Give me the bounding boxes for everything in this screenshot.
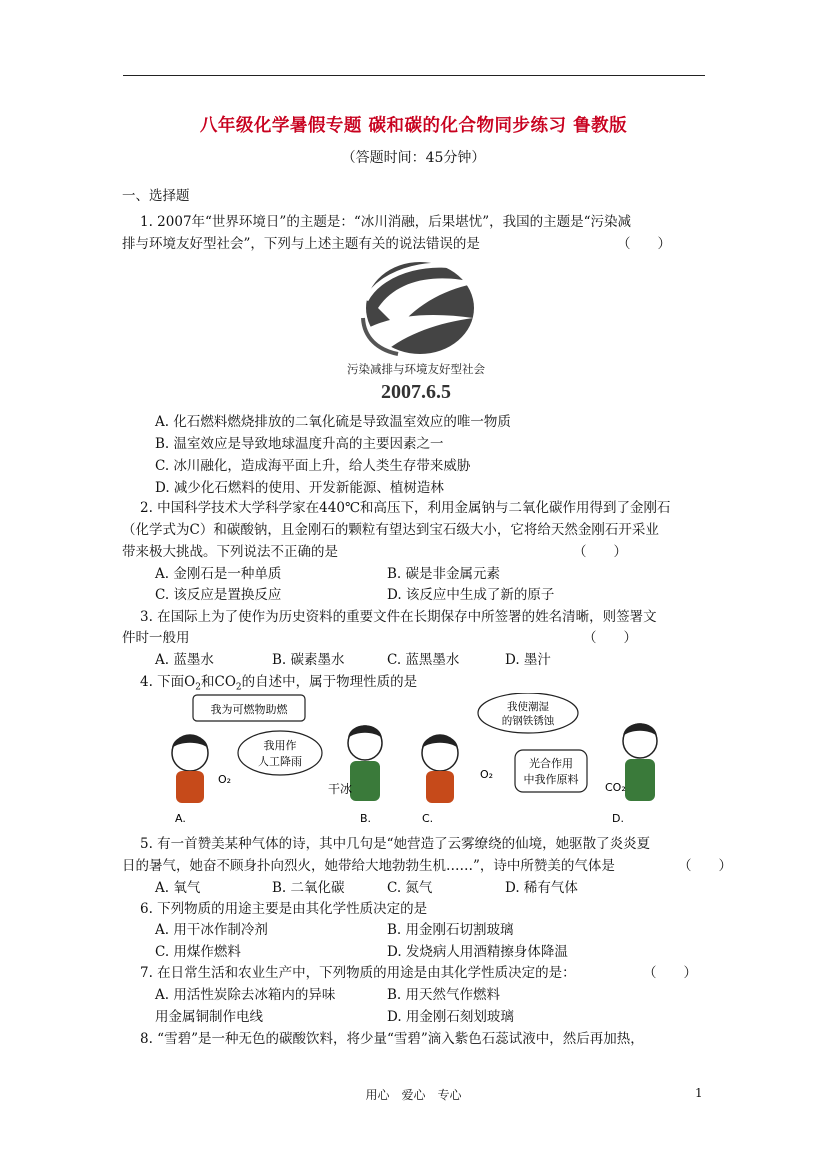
q2-option-a: A. 金刚石是一种单质 bbox=[155, 566, 282, 582]
q6-option-b: B. 用金刚石切割玻璃 bbox=[387, 922, 514, 938]
q1-option-d: D. 减少化石燃料的使用、开发新能源、植树造林 bbox=[155, 480, 444, 496]
letter-c: C. bbox=[422, 812, 434, 825]
bubble-d-text-2: 中我作原料 bbox=[523, 773, 579, 786]
bubble-c-box bbox=[478, 693, 578, 733]
q2-line1: 2. 中国科学技术大学科学家在440℃和高压下，利用金属钠与二氧化碳作用得到了金刚石 bbox=[140, 500, 671, 516]
page-footer: 用心 爱心 专心 bbox=[365, 1088, 462, 1102]
q5-line1: 5. 有一首赞美某种气体的诗，其中几句是“她营造了云雾缭绕的仙境，她驱散了炎炎夏 bbox=[140, 836, 651, 852]
q3-option-c: C. 蓝黑墨水 bbox=[387, 652, 460, 668]
q1-option-b: B. 温室效应是导致地球温度升高的主要因素之一 bbox=[155, 436, 444, 452]
q2-option-c: C. 该反应是置换反应 bbox=[155, 587, 282, 603]
q2-option-d: D. 该反应中生成了新的原子 bbox=[387, 587, 555, 603]
q7-option-b: B. 用天然气作燃料 bbox=[387, 987, 501, 1003]
q8-line1: 8. “雪碧”是一种无色的碳酸饮料，将少量“雪碧”滴入紫色石蕊试液中，然后再加热， bbox=[140, 1031, 644, 1047]
label-b-dry-ice: 干冰 bbox=[328, 782, 353, 796]
girl-c-icon bbox=[422, 735, 458, 803]
q6-option-c: C. 用煤作燃料 bbox=[155, 944, 241, 960]
q5-option-d: D. 稀有气体 bbox=[505, 880, 578, 896]
q5-option-b: B. 二氧化碳 bbox=[272, 880, 345, 896]
q3-line1: 3. 在国际上为了使作为历史资料的重要文件在长期保存中所签署的姓名清晰，则签署文 bbox=[140, 609, 657, 625]
q2-option-b: B. 碳是非金属元素 bbox=[387, 566, 501, 582]
logo-caption: 污染减排与环境友好型社会 bbox=[347, 362, 485, 376]
girl-a-icon bbox=[172, 735, 208, 803]
boy-b-icon bbox=[348, 725, 382, 801]
boy-d-icon bbox=[623, 723, 657, 801]
q2-line3: 带来极大挑战。下列说法不正确的是 bbox=[122, 544, 338, 560]
label-d-co2: CO₂ bbox=[605, 781, 626, 794]
q7-option-d: D. 用金刚石刻划玻璃 bbox=[387, 1009, 514, 1025]
letter-d: D. bbox=[612, 812, 624, 825]
bubble-b-text-2: 人工降雨 bbox=[258, 755, 302, 768]
q3-option-a: A. 蓝墨水 bbox=[155, 652, 214, 668]
environment-day-logo bbox=[338, 258, 494, 406]
q7-answer-paren: （ ） bbox=[643, 965, 697, 981]
header-rule bbox=[123, 75, 705, 76]
q3-line2: 件时一般用 bbox=[122, 630, 190, 646]
q4-stem-mid: 和CO bbox=[200, 674, 236, 690]
q5-option-c: C. 氮气 bbox=[387, 880, 433, 896]
q4-sub-1: 2 bbox=[195, 682, 201, 693]
q7-option-a: A. 用活性炭除去冰箱内的异味 bbox=[155, 987, 336, 1003]
bubble-a-text: 我为可燃物助燃 bbox=[210, 703, 288, 716]
q1-line2: 排与环境友好型社会”，下列与上述主题有关的说法错误的是 bbox=[122, 236, 480, 252]
q2-answer-paren: （ ） bbox=[573, 544, 627, 560]
q4-stem-post: 的自述中，属于物理性质的是 bbox=[241, 674, 418, 690]
label-a-o2: O₂ bbox=[218, 773, 232, 786]
q5-answer-paren: （ ） bbox=[678, 858, 732, 874]
q4-sub-2: 2 bbox=[235, 682, 242, 693]
label-c-o2: O₂ bbox=[480, 768, 494, 781]
bubble-d-text-1: 光合作用 bbox=[529, 757, 573, 770]
q5-option-a: A. 氧气 bbox=[155, 880, 201, 896]
bubble-c-text-2: 的钢铁锈蚀 bbox=[501, 715, 555, 727]
q1-option-a: A. 化石燃料燃烧排放的二氧化硫是导致温室效应的唯一物质 bbox=[155, 414, 511, 430]
q7-option-c: 用金属铜制作电线 bbox=[155, 1009, 263, 1025]
page-title: 八年级化学暑假专题 碳和碳的化合物同步练习 鲁教版 bbox=[199, 116, 628, 136]
q7-line1: 7. 在日常生活和农业生产中，下列物质的用途是由其化学性质决定的是： bbox=[140, 965, 576, 981]
bubble-b-box bbox=[238, 731, 322, 775]
q2-line2: （化学式为C）和碳酸钠，且金刚石的颗粒有望达到宝石级大小，它将给天然金刚石开采业 bbox=[122, 522, 659, 538]
q5-line2: 日的暑气，她奋不顾身扑向烈火，她带给大地勃勃生机……”，诗中所赞美的气体是 bbox=[122, 858, 615, 874]
bubble-c-text-1: 我使潮湿 bbox=[507, 701, 549, 713]
q4-stem-pre: 4. 下面O bbox=[140, 674, 196, 690]
bubble-b-text-1: 我用作 bbox=[263, 739, 297, 752]
q1-option-c: C. 冰川融化，造成海平面上升，给人类生存带来威胁 bbox=[155, 458, 471, 474]
q6-option-d: D. 发烧病人用酒精擦身体降温 bbox=[387, 944, 568, 960]
q1-answer-paren: （ ） bbox=[617, 236, 671, 252]
q6-line1: 6. 下列物质的用途主要是由其化学性质决定的是 bbox=[140, 901, 428, 917]
logo-date: 2007.6.5 bbox=[381, 381, 451, 403]
page-number: 1 bbox=[695, 1086, 703, 1100]
q3-option-b: B. 碳素墨水 bbox=[272, 652, 345, 668]
q1-line1: 1. 2007年“世界环境日”的主题是：“冰川消融，后果堪忧”，我国的主题是“污染减 bbox=[140, 214, 632, 230]
section-heading: 一、选择题 bbox=[122, 188, 190, 204]
q3-answer-paren: （ ） bbox=[583, 630, 637, 646]
logo-emblem-icon bbox=[363, 262, 478, 354]
q6-option-a: A. 用干冰作制冷剂 bbox=[155, 922, 268, 938]
q4-cartoon bbox=[150, 693, 670, 825]
page-subtitle: （答题时间：45分钟） bbox=[341, 150, 486, 166]
letter-a: A. bbox=[175, 812, 186, 825]
q3-option-d: D. 墨汁 bbox=[505, 652, 551, 668]
letter-b: B. bbox=[360, 812, 372, 825]
